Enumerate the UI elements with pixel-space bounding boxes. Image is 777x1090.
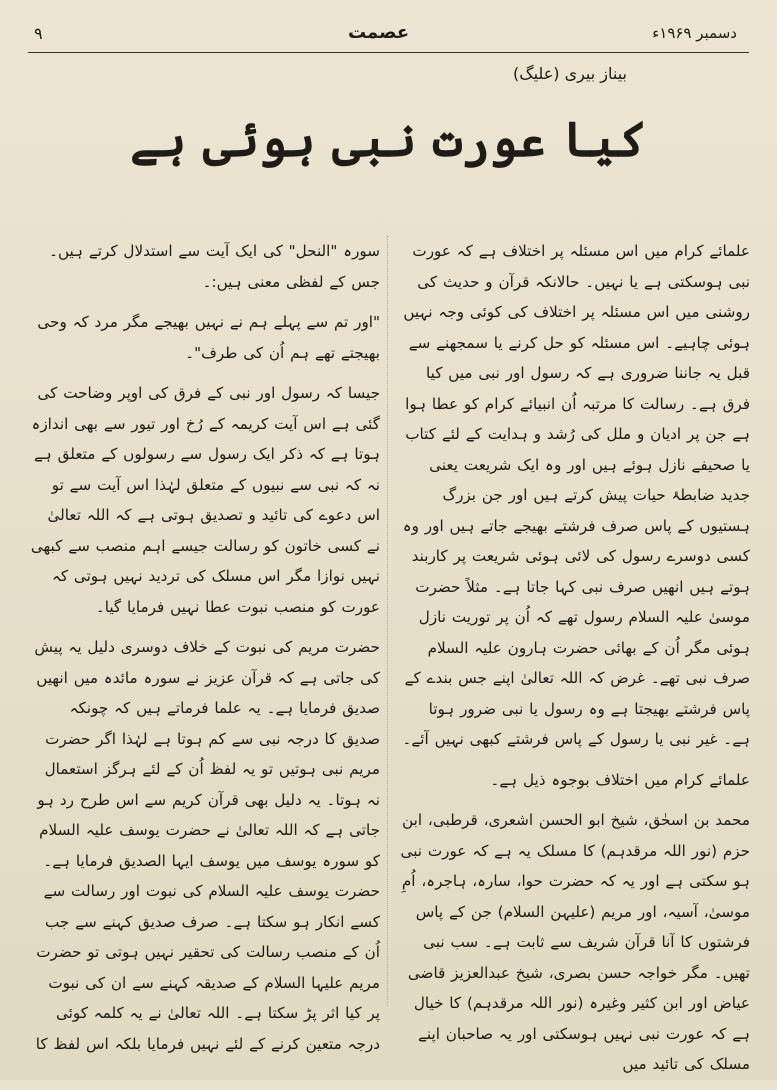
left-paragraph-2: جیسا کہ رسول اور نبی کے فرق کی اوپر وضاحت کی گئی ہے اس آیت کریمہ کے رُخ اور تیور سے بھی اندازہ ہوتا ہے کہ ذکر ایک رسول سے رسولوں کے متعلق ہے نہ کہ نبی سے نبیوں کے متعلق لہٰذا اس آیت سے تو اس دعوے کی تائید و تصدیق ہوتی ہے کہ اللہ تعالیٰ نے کسی خاتون کو رسالت جیسے اہم منصب سے کبھی نہیں نوازا مگر اس مسلک کی تردید نہیں ہوتی کہ عورت کو منصب نبوت عطا نہیں فرمایا گیا۔ [30, 384, 380, 616]
right-paragraph-3: محمد بن اسحٰق، شیخ ابو الحسن اشعری، قرطبی، ابن حزم (نور اللہ مرقدہم) کا مسلک یہ ہے کہ عورت نبی ہو سکتی ہے اور یہ کہ حضرت حوا، سارہ، ہاجرہ، اُمِ موسیٰ، آسیہ، اور مریم (علیہن السلام) جن کے پاس فرشتوں کا آنا قرآن شریف سے ثابت ہے۔ سب نبی تھیں۔ مگر خواجہ حسن بصری، شیخ عبدالعزیز قاضی عیاض اور ابن کثیر وغیرہ (نور اللہ مرقدہم) کا خیال ہے کہ عورت نبی نہیں ہوسکتی اور یہ صاحبان اپنے مسلک کی تائید میں [400, 811, 750, 1073]
column-divider [387, 236, 388, 1006]
left-paragraph-1: سورہ "النحل" کی ایک آیت سے استدلال کرتے ہیں۔ جس کے لفظی معنی ہیں:۔ [49, 242, 380, 291]
header-rule [28, 52, 749, 53]
article-author: بیناز بیری (علیگ) [513, 64, 627, 83]
left-column [30, 236, 380, 1069]
issue-date: دسمبر ۱۹۶۹ء [652, 24, 737, 42]
page-number: ۹ [34, 24, 43, 43]
article-title: کیا عورت نبی ہوئی ہے [130, 112, 647, 168]
left-quote: "اور تم سے پہلے ہم نے نہیں بھیجے مگر مرد کہ وحی بھیجتے تھے ہم اُن کی طرف"۔ [37, 313, 380, 362]
magazine-name: عصمت [348, 22, 410, 43]
page-header [0, 18, 777, 48]
left-paragraph-3: حضرت مریم کی نبوت کے خلاف دوسری دلیل یہ پیش کی جاتی ہے کہ قرآن عزیز نے سورہ مائدہ میں انھیں صدیق فرمایا ہے۔ یہ علما فرماتے ہیں کہ چونکہ صدیق کا درجہ نبی سے کم ہوتا ہے لہٰذا اگر حضرت مریم نبی ہوتیں تو یہ لفظ اُن کے لئے ہرگز استعمال نہ ہوتا۔ یہ دلیل بھی قرآن کریم سے اس طرح رد ہو جاتی ہے کہ اللہ تعالیٰ نے حضرت یوسف علیہ السلام کو سورہ یوسف میں یوسف ایہا الصدیق فرمایا ہے۔ حضرت یوسف علیہ السلام کی نبوت اور رسالت سے کسے انکار ہو سکتا ہے۔ صرف صدیق کہنے سے جب اُن کے منصب رسالت کی تحقیر نہیں ہوتی تو حضرت مریم علیہا السلام کے صدیقہ کہنے سے ان کی نبوت پر کیا اثر پڑ سکتا ہے۔ اللہ تعالیٰ نے یہ کلمہ کوئی درجہ متعین کرنے کے لئے نہیں فرمایا بلکہ اس لفظ کا [34, 638, 380, 1053]
right-paragraph-1: علمائے کرام میں اس مسئلہ پر اختلاف ہے کہ عورت نبی ہوسکتی ہے یا نہیں۔ حالانکہ قرآن و حدیث کی روشنی میں اس مسئلہ پر اختلاف کی کوئی وجہ نہیں ہوئی چاہیے۔ اس مسئلہ کو حل کرنے یا سمجھنے سے قبل یہ جاننا ضروری ہے کہ رسول اور نبی میں کیا فرق ہے۔ رسالت کا مرتبہ اُن انبیائے کرام کو عطا ہوا ہے جن پر ادیان و ملل کی رُشد و ہدایت کے لئے کتاب یا صحیفے نازل ہوئے ہیں اور وہ ایک شریعت یعنی جدید ضابطۂ حیات پیش کرتے ہیں اور جن بزرگ ہستیوں کے پاس صرف فرشتے بھیجے جاتے ہیں اور وہ کسی دوسرے رسول کی لائی ہوئی شریعت پر کاربند ہوتے ہیں انھیں صرف نبی کہا جاتا ہے۔ مثلاً حضرت موسیٰ علیہ السلام رسول تھے کہ اُن پر توریت نازل ہوئی مگر اُن کے بھائی حضرت ہارون علیہ السلام صرف نبی تھے۔ غرض کہ اللہ تعالیٰ اپنے جس بندے کے پاس فرشتے بھیجتا ہے وہ رسول یا نبی ضرور ہوتا ہے۔ غیر نبی یا رسول کے پاس فرشتے کبھی نہیں آئے۔ [402, 242, 750, 748]
right-column [400, 236, 750, 1090]
right-paragraph-2: علمائے کرام میں اختلاف بوجوہ ذیل ہے۔ [490, 770, 750, 789]
